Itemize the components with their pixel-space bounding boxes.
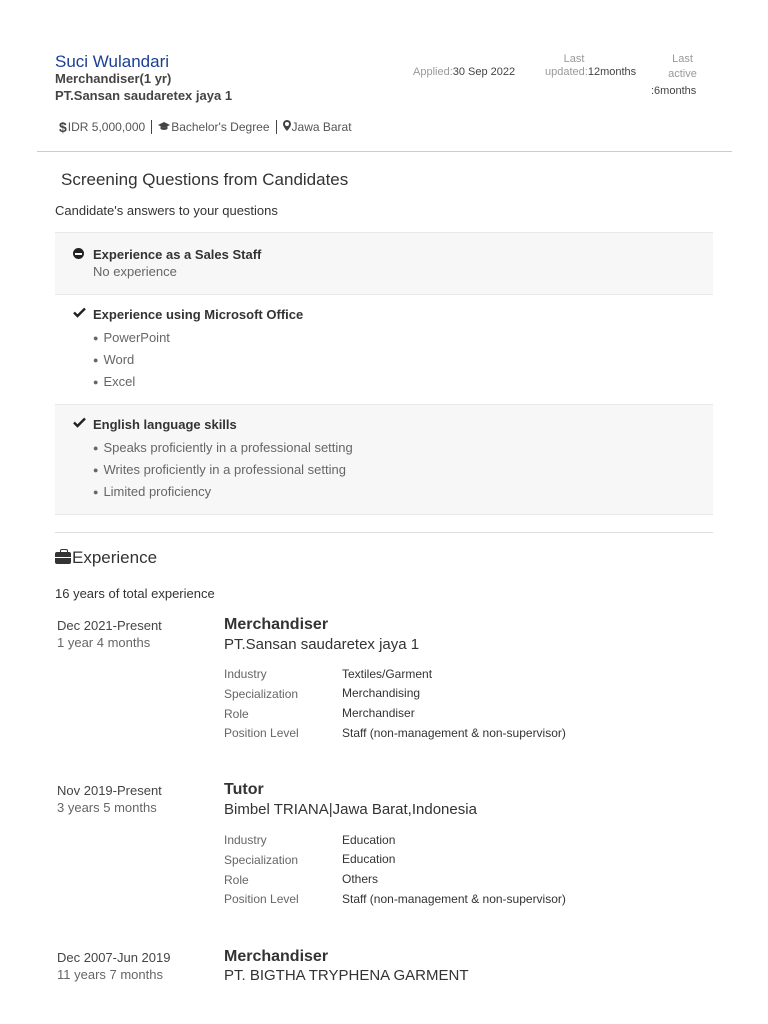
answer-item: ● Speaks proficiently in a professional setting	[93, 440, 353, 455]
applied-date	[413, 66, 515, 78]
job-date-range: Nov 2019-Present	[57, 783, 162, 798]
experience-title	[55, 548, 157, 568]
specialization-value: Education	[342, 852, 396, 866]
answer-item: ● Excel	[93, 374, 135, 389]
last-active-label-2: active	[668, 68, 697, 80]
divider	[55, 294, 713, 295]
dollar-icon: $	[59, 119, 67, 135]
job-date-range: Dec 2021-Present	[57, 618, 162, 633]
screening-subtitle: Candidate's answers to your questions	[55, 203, 278, 218]
location: Jawa Barat	[291, 120, 352, 134]
job-title: Merchandiser	[224, 948, 329, 965]
experience-heading: Experience	[72, 548, 158, 567]
role-value: Others	[342, 872, 379, 886]
header-divider	[37, 151, 732, 152]
last-updated-label	[545, 52, 603, 67]
specialization-label: Specialization	[224, 687, 299, 701]
job-duration: 3 years 5 months	[57, 800, 157, 815]
industry-value: Education	[342, 833, 396, 847]
answer-item: ● Limited proficiency	[93, 484, 211, 499]
job-company: PT. BIGTHA TRYPHENA GARMENT	[224, 967, 469, 984]
screening-question	[55, 294, 713, 404]
applied-label: Applied:	[413, 66, 453, 78]
position-level-label: Position Level	[224, 892, 299, 906]
minus-circle-icon	[73, 247, 84, 262]
expected-salary: IDR 5,000,000	[67, 120, 146, 134]
question-answer: No experience	[93, 264, 177, 279]
position-level-label: Position Level	[224, 726, 299, 740]
total-experience: 16 years of total experience	[55, 586, 215, 601]
job-duration: 11 years 7 months	[57, 967, 163, 982]
applied-value: 30 Sep 2022	[452, 66, 516, 78]
screening-question	[55, 404, 713, 515]
candidate-role: Merchandiser(1 yr)	[55, 71, 172, 86]
last-active-value: :6months	[651, 85, 697, 97]
job-title: Tutor	[224, 781, 264, 798]
question-title: English language skills	[93, 417, 237, 432]
last-updated	[545, 66, 636, 78]
screening-question	[55, 232, 713, 294]
role-label: Role	[224, 873, 249, 887]
screening-title: Screening Questions from Candidates	[61, 170, 349, 189]
last-active-label	[660, 52, 705, 82]
candidate-company: PT.Sansan saudaretex jaya 1	[55, 88, 233, 103]
last-updated-value: 12months	[587, 66, 637, 78]
industry-value: Textiles/Garment	[342, 667, 433, 681]
separator	[276, 120, 277, 134]
education-level: Bachelor's Degree	[171, 120, 270, 134]
divider	[55, 514, 713, 515]
last-updated-label-2: updated:	[545, 66, 588, 78]
candidate-summary	[59, 119, 352, 135]
job-title: Merchandiser	[224, 616, 329, 633]
answer-item: ● Writes proficiently in a professional setting	[93, 462, 346, 477]
check-icon	[73, 416, 86, 431]
graduation-cap-icon	[158, 120, 170, 134]
job-date-range: Dec 2007-Jun 2019	[57, 950, 171, 965]
position-level-value: Staff (non-management & non-supervisor)	[342, 726, 566, 740]
divider	[55, 404, 713, 405]
specialization-value: Merchandising	[342, 686, 421, 700]
divider	[55, 232, 713, 233]
answer-item: ● PowerPoint	[93, 330, 170, 345]
question-title: Experience using Microsoft Office	[93, 307, 304, 322]
role-label: Role	[224, 707, 249, 721]
position-level-value: Staff (non-management & non-supervisor)	[342, 892, 566, 906]
last-active-label-1: Last	[672, 53, 693, 65]
answer-item: ● Word	[93, 352, 134, 367]
industry-label: Industry	[224, 833, 267, 847]
question-title: Experience as a Sales Staff	[93, 247, 262, 262]
check-icon	[73, 306, 86, 321]
briefcase-icon	[55, 552, 71, 564]
map-pin-icon	[283, 120, 291, 134]
section-divider	[55, 532, 713, 533]
role-value: Merchandiser	[342, 706, 415, 720]
job-duration: 1 year 4 months	[57, 635, 151, 650]
last-updated-label-1: Last	[563, 53, 585, 65]
industry-label: Industry	[224, 667, 267, 681]
candidate-name[interactable]: Suci Wulandari	[55, 52, 170, 71]
job-company: PT.Sansan saudaretex jaya 1	[224, 636, 420, 653]
specialization-label: Specialization	[224, 853, 299, 867]
separator	[151, 120, 152, 134]
job-company: Bimbel TRIANA|Jawa Barat,Indonesia	[224, 801, 477, 818]
